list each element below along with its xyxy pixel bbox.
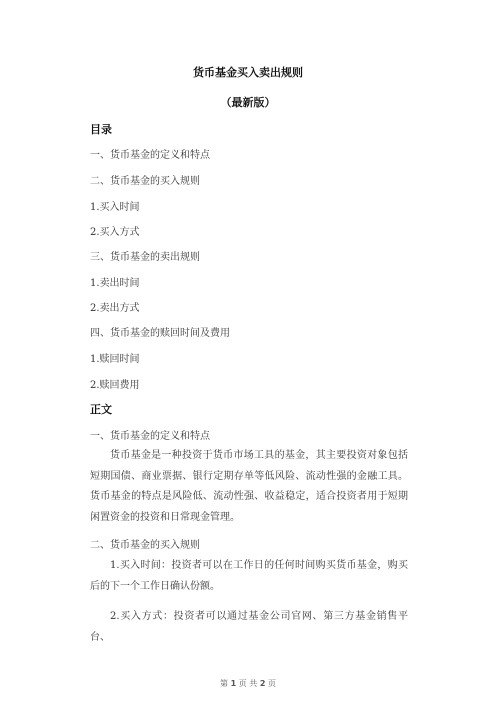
document-title: 货币基金买入卖出规则 [193, 66, 303, 79]
footer-suffix: 页 [267, 679, 276, 688]
document-subtitle: （最新版） [220, 96, 276, 109]
toc-item: 2.卖出方式 [90, 303, 140, 314]
toc-item: 1.卖出时间 [90, 278, 140, 289]
toc-item: 2.买入方式 [90, 227, 140, 238]
toc-item: 四、货币基金的赎回时间及费用 [90, 328, 230, 339]
section-title: 二、货币基金的买入规则 [90, 540, 200, 551]
toc-item: 三、货币基金的卖出规则 [90, 252, 200, 263]
toc-item: 1.买入时间 [90, 202, 140, 213]
paragraph: 货币基金是一种投资于货币市场工具的基金，其主要投资对象包括短期国债、商业票据、银行定期存单等低风险、流动性强的金融工具。货币基金的特点是风险低、流动性强、收益稳定，适合投资者用于短期闲置资金的投资和日常现金管理。 [90, 450, 408, 523]
paragraph: 1.买入时间：投资者可以在工作日的任何时间购买货币基金，购买后的下一个工作日确认份额。 [90, 560, 408, 592]
toc-item: 1.赎回时间 [90, 354, 140, 365]
toc-item: 二、货币基金的买入规则 [90, 176, 200, 187]
page-footer [0, 678, 496, 689]
footer-middle: 页 共 [238, 679, 258, 688]
footer-prefix: 第 [220, 679, 229, 688]
toc-item: 2.赎回费用 [90, 380, 140, 391]
body-heading: 正文 [90, 403, 112, 416]
toc-heading: 目录 [90, 123, 112, 136]
footer-total-pages: 2 [259, 679, 266, 688]
section-title: 一、货币基金的定义和特点 [90, 431, 210, 442]
toc-item: 一、货币基金的定义和特点 [90, 150, 210, 161]
paragraph: 2.买入方式：投资者可以通过基金公司官网、第三方基金销售平台、 [90, 611, 408, 643]
footer-page-number: 1 [230, 679, 237, 688]
